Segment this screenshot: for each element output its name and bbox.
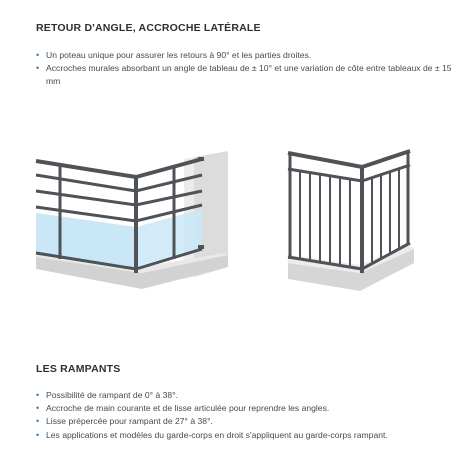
slopes-bullet-list xyxy=(36,389,456,442)
list-item: • Accroches murales absorbant un angle de tableau de ± 10° et une variation de côte entre tableaux de ± 15 mm xyxy=(36,62,456,88)
section-title-corner: RETOUR D'ANGLE, ACCROCHE LATÉRALE xyxy=(36,22,261,34)
corner-glass-railing-illustration xyxy=(34,145,234,295)
list-item: • Accroche de main courante et de lisse articulée pour reprendre les angles. xyxy=(36,402,456,415)
list-item: • Les applications et modèles du garde-corps en droit s'appliquent au garde-corps rampant. xyxy=(36,429,456,442)
list-item: • Lisse prépercée pour rampant de 27° à 38°. xyxy=(36,415,456,428)
section-title-slopes: LES RAMPANTS xyxy=(36,363,121,375)
list-item: • Un poteau unique pour assurer les retours à 90° et les parties droites. xyxy=(36,49,456,62)
corner-bar-railing-illustration xyxy=(284,145,418,295)
list-item: • Possibilité de rampant de 0° à 38°. xyxy=(36,389,456,402)
corner-bullet-list xyxy=(36,49,456,89)
